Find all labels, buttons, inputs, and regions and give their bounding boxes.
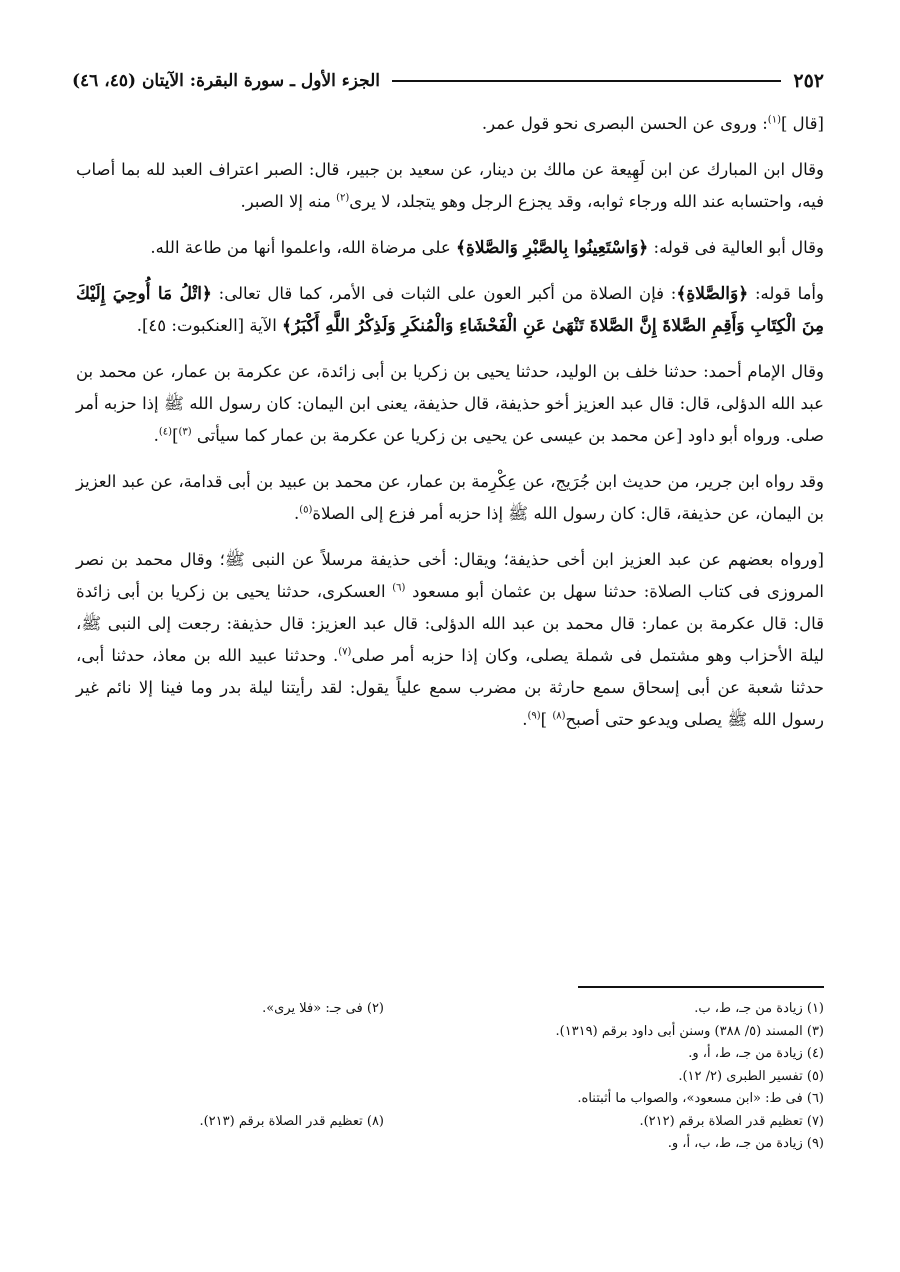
footnote-row [76, 1133, 824, 1156]
footnote-marker[interactable]: (٣) [178, 426, 192, 438]
header-rule [392, 80, 781, 82]
text-run: وقال الإمام أحمد: حدثنا خلف بن الوليد، حدثنا يحيى بن زكريا بن أبى زائدة، عن عكرمة بن عمار، عن محمد بن عبد الله الدؤلى، قال: قال عبد العزيز أخو حذيفة، قال حذيفة، يعنى ابن اليمان: كان رسول الله ﷺ إذا حزبه أمر صلى. ورواه أبو داود [عن محمد بن عيسى عن يحيى بن زكريا عن عكرمة بن عمار كما سيأتى [76, 362, 824, 445]
footnote: (١) زيادة من جـ، ط، ب. [694, 1001, 824, 1016]
paragraph [76, 544, 824, 736]
footnote: (٣) المسند (٥/ ٣٨٨) وسنن أبى داود برقم (١٣١٩). [555, 1023, 824, 1039]
text-run: . وحدثنا عبيد الله بن معاذ، حدثنا أبى، حدثنا شعبة عن أبى إسحاق سمع حارثة بن مضرب سمع علياً يقول: لقد رأيتنا ليلة بدر وما فينا إلا نائم غير رسول الله ﷺ يصلى ويدعو حتى أصبح [76, 646, 824, 729]
text-run: وقال أبو العالية فى قوله: [648, 238, 824, 257]
header-title: الجزء الأول ـ سورة البقرة: الآيتان (٤٥، ٤٦) [72, 71, 381, 91]
paragraph [76, 278, 824, 342]
text-run: الآية [العنكبوت: ٤٥]. [136, 316, 283, 335]
quran-verse: ﴿اتْلُ مَا أُوحِيَ إِلَيْكَ مِنَ الْكِتَابِ وَأَقِمِ الصَّلاةَ إِنَّ الصَّلاةَ تَنْهَىٰ عَنِ الْفَحْشَاءِ وَالْمُنكَرِ وَلَذِكْرُ اللَّهِ أَكْبَرُ﴾ [76, 284, 824, 336]
footnote-marker[interactable]: (٨) [552, 710, 566, 722]
text-run: . [293, 504, 300, 523]
paragraph [76, 154, 824, 218]
text-run: وقد رواه ابن جرير، من حديث ابن جُرَيج، عن عِكْرِمة بن عمار، عن محمد بن عبيد بن أبى قدامة، عن عبد العزيز بن اليمان، عن حذيفة، قال: كان رسول الله ﷺ إذا حزبه أمر فزع إلى الصلاة [76, 472, 824, 523]
text-run: ] [172, 426, 179, 445]
footnotes [76, 998, 824, 1156]
text-run: وأما قوله: [748, 284, 824, 303]
footnote-marker[interactable]: (١) [767, 114, 781, 126]
quran-verse: ﴿وَالصَّلاةِ﴾ [676, 284, 749, 304]
footnote: (٧) تعظيم قدر الصلاة برقم (٢١٢). [639, 1113, 824, 1129]
text-run: على مرضاة الله، واعلموا أنها من طاعة الله. [150, 238, 456, 257]
footnote-marker[interactable]: (٦) [392, 582, 406, 594]
text-run: منه إلا الصبر. [240, 192, 337, 211]
text-run: [قال ] [780, 114, 824, 133]
footnote-row [76, 998, 824, 1021]
footnote: (٥) تفسير الطبرى (٢/ ١٢). [678, 1068, 824, 1084]
footnote: (٤) زيادة من جـ، ط، أ، و. [688, 1046, 824, 1061]
footnote-marker[interactable]: (٥) [299, 504, 313, 516]
main-text [76, 108, 824, 750]
paragraph [76, 232, 824, 264]
footnote: (٨) تعظيم قدر الصلاة برقم (٢١٣). [199, 1113, 384, 1129]
text-run: [ورواه بعضهم عن عبد العزيز ابن أخى حذيفة؛ ويقال: أخى حذيفة مرسلاً عن النبى ﷺ؛ وقال محمد بن نصر المروزى فى كتاب الصلاة: حدثنا سهل بن عثمان أبو مسعود [76, 550, 824, 601]
footnote: (٦) فى ط: «ابن مسعود»، والصواب ما أثبتناه. [577, 1091, 824, 1106]
text-run: وقال ابن المبارك عن ابن لَهِيعة عن مالك بن دينار، عن سعيد بن جبير، قال: الصبر اعتراف العبد لله بما أصاب فيه، واحتسابه عند الله ورجاء ثوابه، وقد يجزع الرجل وهو يتجلد، لا يرى [76, 160, 824, 211]
paragraph [76, 466, 824, 530]
text-run: العسكرى، حدثنا يحيى بن زكريا بن أبى زائدة قال: قال عكرمة بن عمار: قال محمد بن عبد الله الدؤلى: قال عبد العزيز: قال حذيفة: رجعت إلى النبى ﷺ، ليلة الأحزاب وهو مشتمل فى شملة يصلى، وكان إذا حزبه أمر صلى [76, 582, 824, 665]
footnote-row [76, 1043, 824, 1066]
footnote-row [76, 1088, 824, 1111]
paragraph [76, 356, 824, 452]
footnote-marker[interactable]: (٧) [338, 646, 352, 658]
footnote-row [76, 1111, 824, 1134]
quran-verse: ﴿وَاسْتَعِينُوا بِالصَّبْرِ وَالصَّلاةِ﴾ [455, 238, 649, 258]
footnote: (٩) زيادة من جـ، ط، ب، أ، و. [667, 1136, 824, 1151]
footnote-marker[interactable]: (٩) [527, 710, 541, 722]
running-header [72, 64, 824, 98]
text-run: . [153, 426, 159, 445]
paragraph [76, 108, 824, 140]
page-number: ٢٥٢ [793, 70, 824, 92]
text-run: ] [540, 710, 553, 729]
footnote-marker[interactable]: (٤) [158, 426, 173, 438]
footnote-row [76, 1021, 824, 1044]
footnote: (٢) فى جـ: «فلا يرى». [262, 1001, 384, 1016]
text-run: : فإن الصلاة من أكبر العون على الثبات فى الأمر، كما قال تعالى: [211, 284, 677, 303]
text-run: : وروى عن الحسن البصرى نحو قول عمر. [481, 114, 768, 133]
text-run: . [522, 710, 528, 729]
footnote-marker[interactable]: (٢) [336, 192, 350, 204]
footnote-row [76, 1066, 824, 1089]
footnote-rule [578, 986, 824, 988]
